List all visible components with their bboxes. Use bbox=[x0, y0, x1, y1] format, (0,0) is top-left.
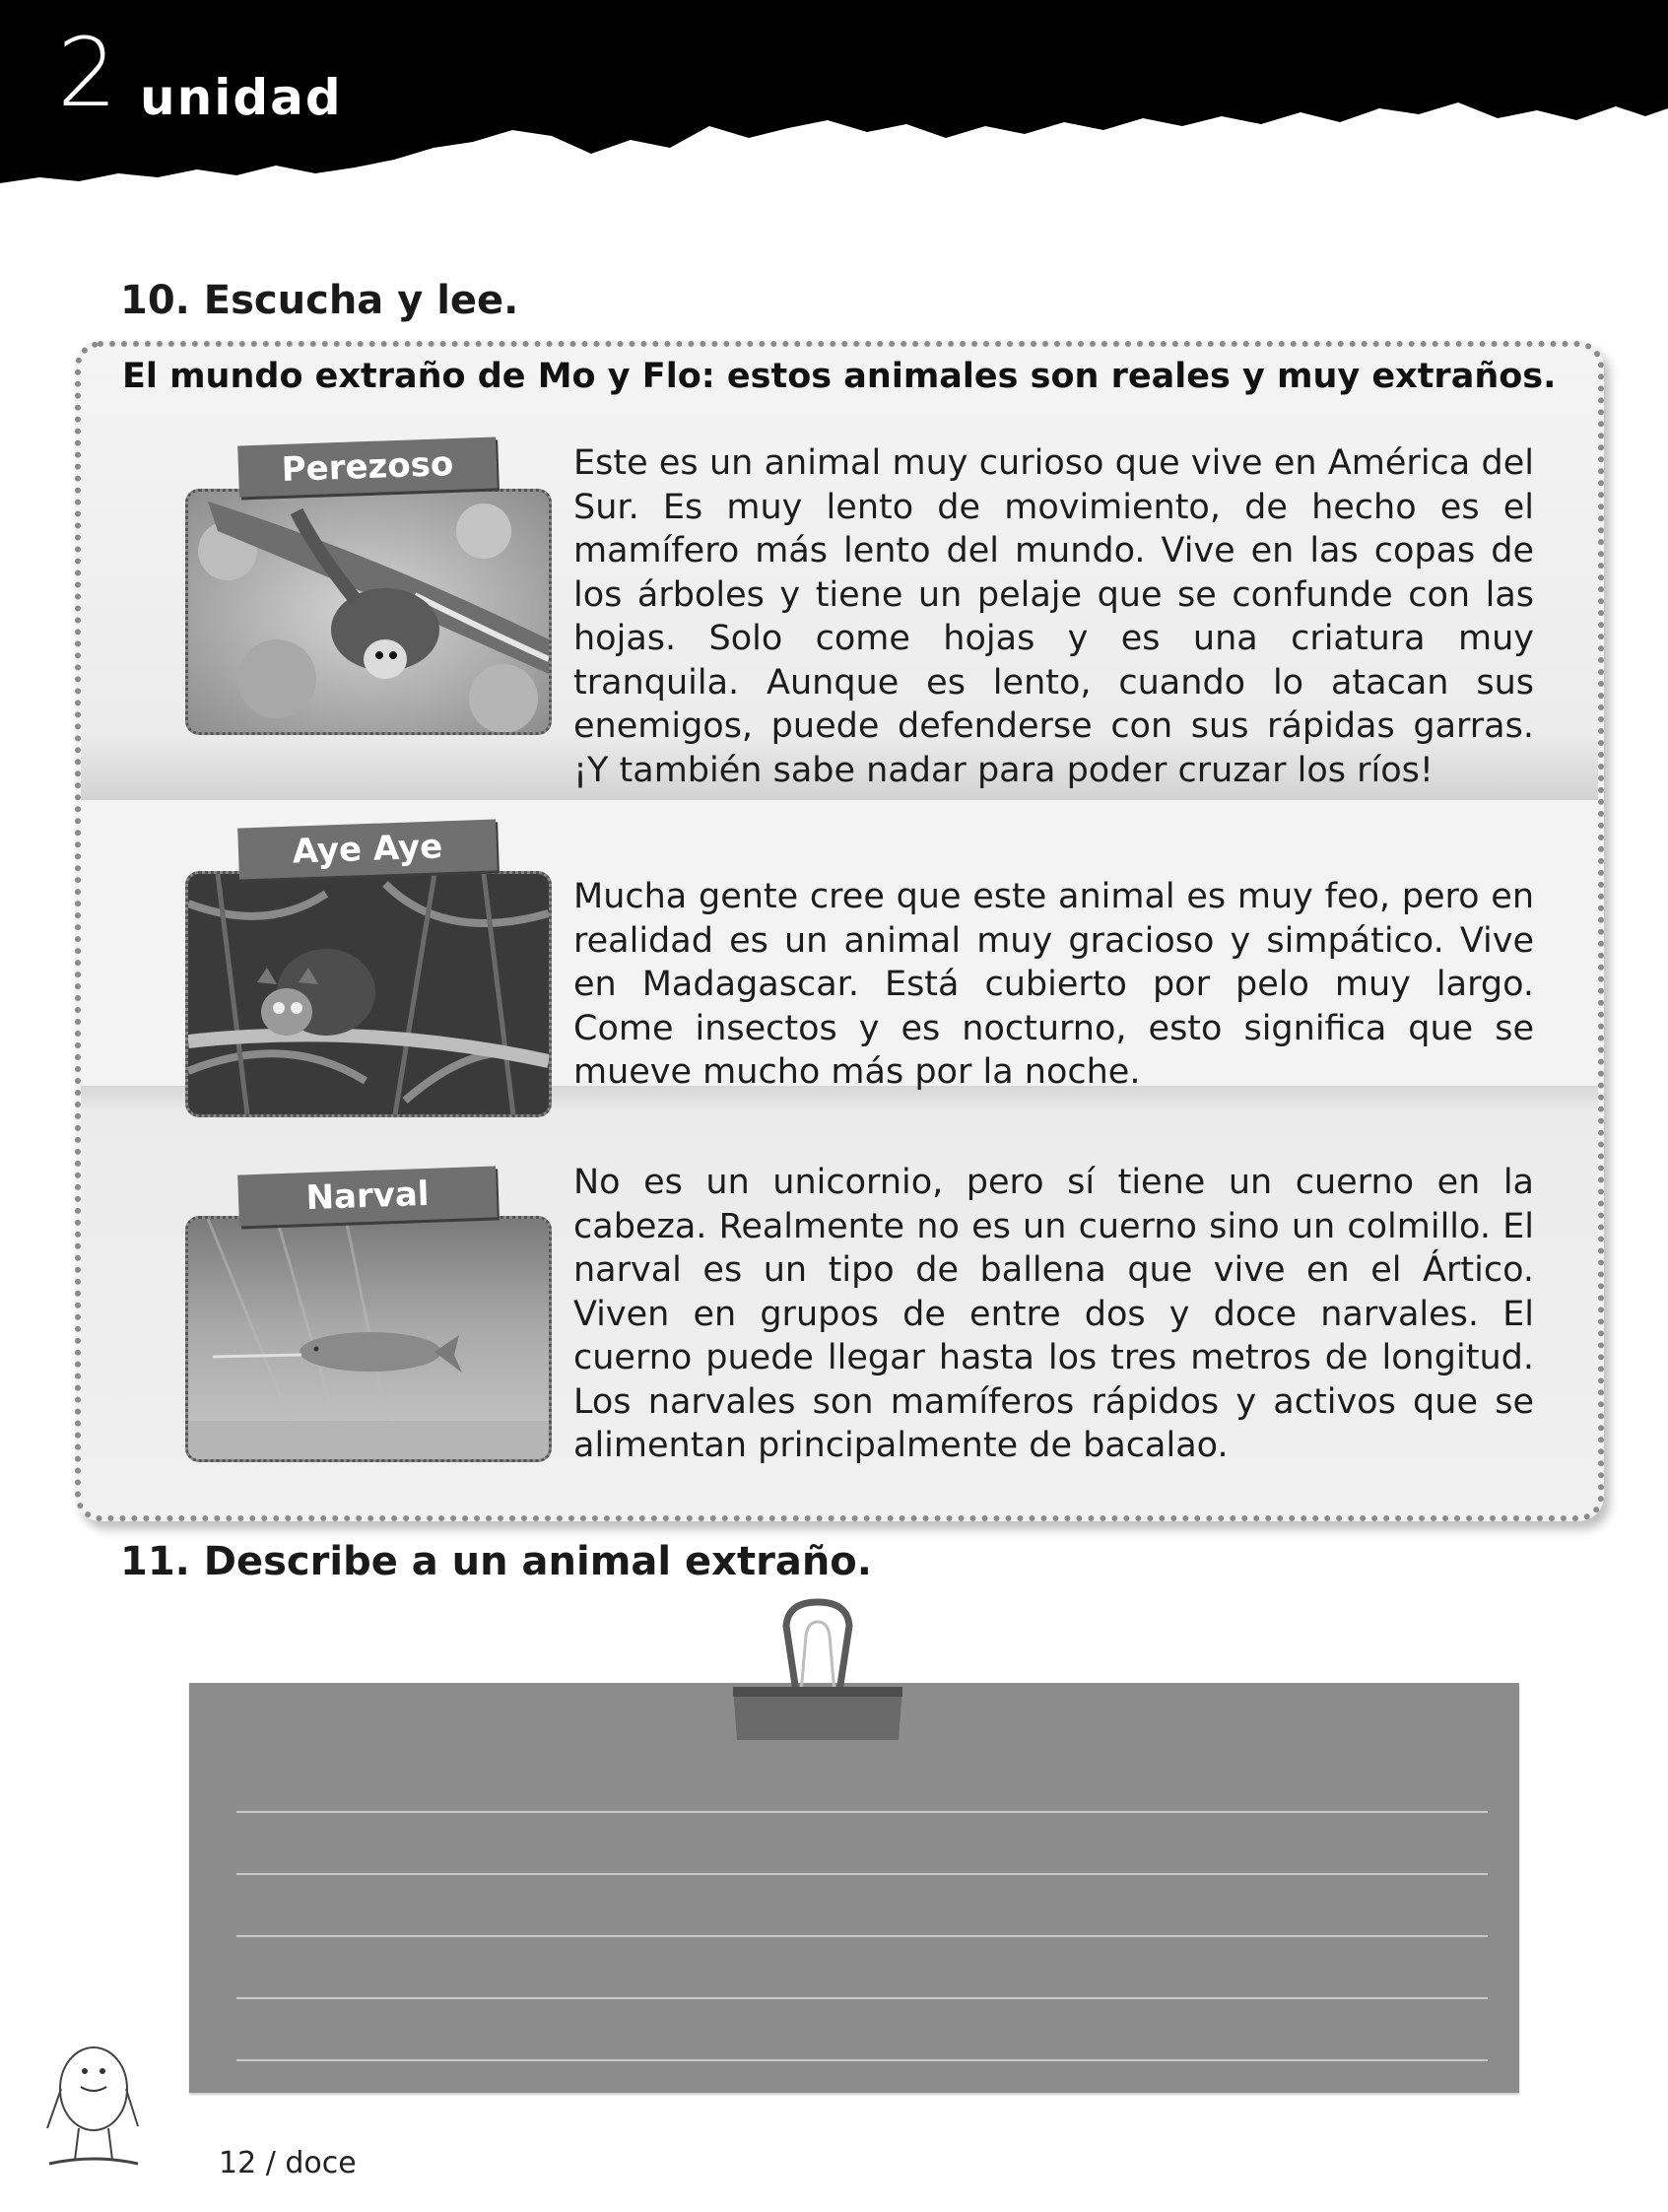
unit-header bbox=[0, 0, 1668, 197]
task-10-title: 10. Escucha y lee. bbox=[120, 278, 519, 323]
reading-panel bbox=[75, 341, 1604, 1521]
unit-label: unidad bbox=[140, 69, 343, 126]
panel-heading: El mundo extraño de Mo y Flo: estos animales son reales y muy extraños. bbox=[122, 357, 1557, 396]
aye-aye-photo bbox=[185, 871, 552, 1117]
task-11-title: 11. Describe a un animal extraño. bbox=[120, 1539, 872, 1584]
writing-line[interactable] bbox=[236, 1811, 1488, 1813]
animal-tag-aye-aye: Aye Aye bbox=[237, 819, 498, 879]
writing-paper[interactable] bbox=[189, 1683, 1519, 2093]
writing-line[interactable] bbox=[236, 1873, 1488, 1875]
animal-text-perezoso: Este es un animal muy curioso que vive en América del Sur. Es muy lento de movimiento, de hecho es el mamífero más lento del mundo. Vive en las copas de los árboles y tiene un pelaje que se confunde con las hojas. Solo come hojas y es una criatura muy tranquila. Aunque es lento, cuando lo atacan sus enemigos, puede defenderse con sus rápidas garras. ¡Y también sabe nadar para poder cruzar los ríos! bbox=[573, 443, 1534, 790]
narwhal-photo bbox=[185, 1216, 552, 1462]
page-number: 12 / doce bbox=[219, 2146, 357, 2180]
animal-tag-perezoso: Perezoso bbox=[237, 436, 498, 497]
animal-text-aye-aye: Mucha gente cree que este animal es muy feo, pero en realidad es un animal muy gracioso y simpático. Vive en Madagascar. Está cubierto por pelo muy largo. Come insectos y es nocturno, esto significa que se mueve mucho más por la noche. bbox=[573, 877, 1534, 1092]
sloth-photo bbox=[185, 489, 552, 735]
binder-clip-icon bbox=[729, 1596, 906, 1744]
unit-number: 2 bbox=[57, 18, 118, 128]
yeti-mascot-icon bbox=[39, 2030, 148, 2178]
animal-tag-narval: Narval bbox=[237, 1166, 498, 1226]
animal-text-narval: No es un unicornio, pero sí tiene un cuerno en la cabeza. Realmente no es un cuerno sino un colmillo. El narval es un tipo de ballena que vive en el Ártico. Viven en grupos de entre dos y doce narvales. El cuerno puede llegar hasta los tres metros de longitud. Los narvales son mamíferos rápidos y activos que se alimentan principalmente de bacalao. bbox=[573, 1163, 1534, 1465]
writing-line[interactable] bbox=[236, 2059, 1488, 2061]
writing-line[interactable] bbox=[236, 1935, 1488, 1937]
writing-line[interactable] bbox=[236, 1997, 1488, 1999]
